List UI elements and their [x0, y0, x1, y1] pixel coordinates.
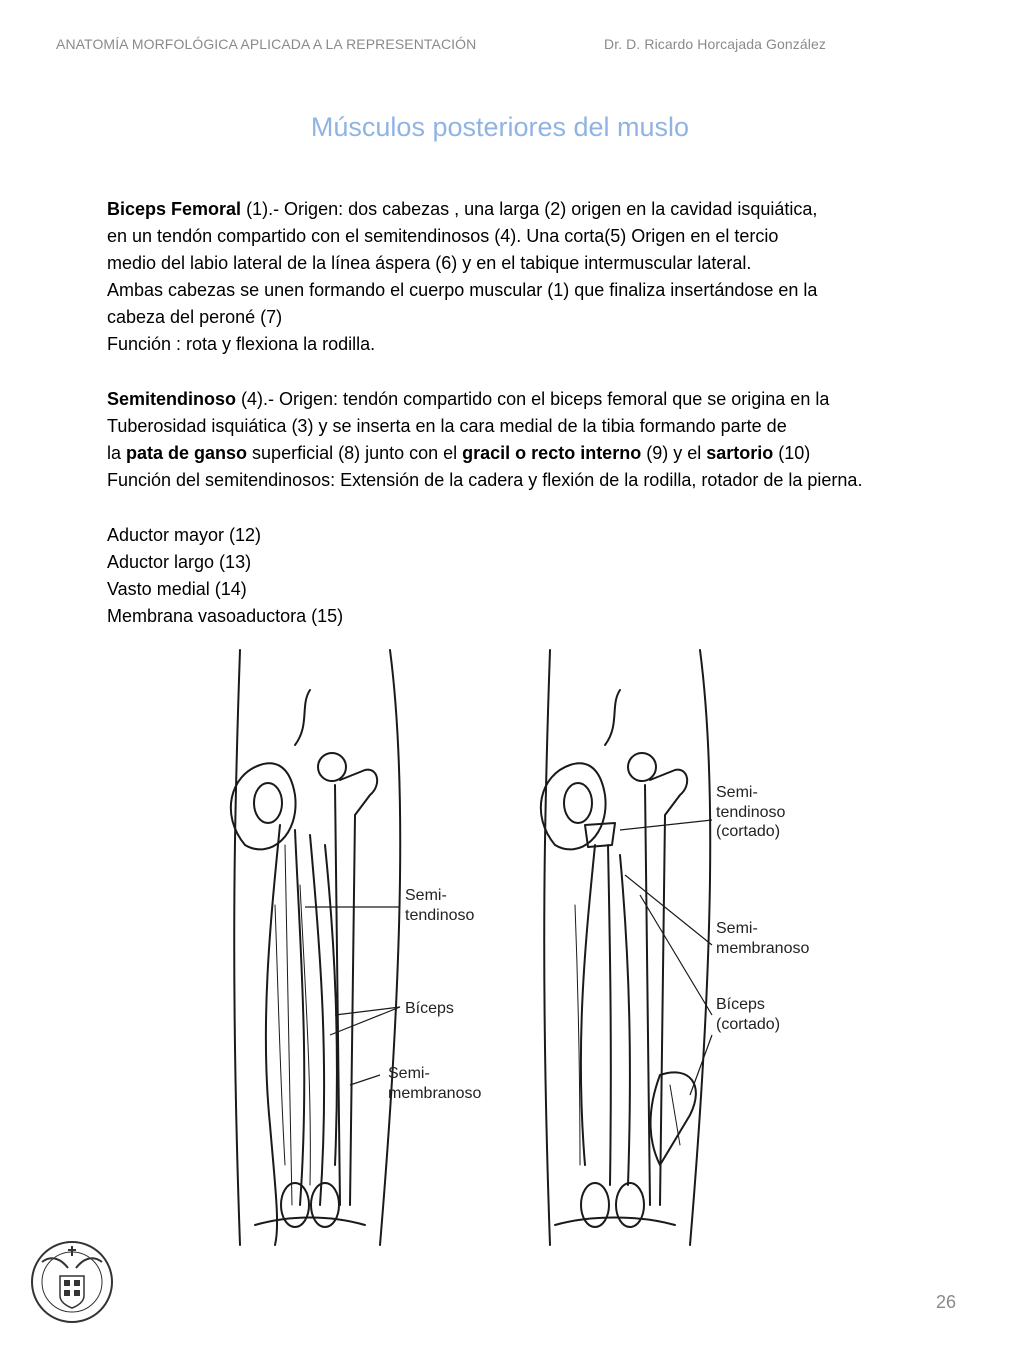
anatomy-figure	[200, 645, 840, 1255]
right-semitendinoso-label-1: Semi-	[716, 784, 758, 801]
list-item: Aductor mayor (12)	[107, 525, 262, 545]
semi-line-1-text: (4).- Origen: tendón compartido con el biceps femoral que se origina en la	[236, 389, 830, 409]
semitendinoso-paragraph	[107, 386, 862, 494]
header-course: ANATOMÍA MORFOLÓGICA APLICADA A LA REPRESENTACIÓN	[56, 36, 477, 52]
list-item: Aductor largo (13)	[107, 552, 252, 572]
right-semitendinoso-label-2: tendinoso	[716, 804, 786, 821]
left-semitendinoso-label-1: Semi-	[405, 887, 447, 904]
semitendinoso-term: Semitendinoso	[107, 389, 237, 409]
right-semimembranoso-label-2: membranoso	[716, 940, 810, 957]
page-title: Músculos posteriores del muslo	[310, 112, 690, 142]
left-biceps-label: Bíceps	[405, 1000, 454, 1017]
biceps-paragraph	[107, 196, 817, 358]
right-thigh-illustration	[541, 650, 710, 1245]
right-biceps-label-2: (cortado)	[716, 1016, 781, 1033]
semi-line-3-d: (9) y el	[641, 443, 707, 463]
pata-de-ganso-term: pata de ganso	[126, 443, 248, 463]
semi-line-2: Tuberosidad isquiática (3) y se inserta en la cara medial de la tibia formando parte de	[107, 416, 787, 436]
list-item: Membrana vasoaductora (15)	[107, 606, 344, 626]
semi-line-3-c: superficial (8) junto con el	[247, 443, 463, 463]
header-author: Dr. D. Ricardo Horcajada González	[604, 36, 826, 52]
semi-line-3	[107, 440, 862, 467]
left-semimembranoso-label-1: Semi-	[388, 1065, 430, 1082]
left-semimembranoso-label-2: membranoso	[388, 1085, 482, 1102]
gracil-term: gracil o recto interno	[462, 443, 642, 463]
page-number: 26	[936, 1292, 957, 1312]
list-item: Vasto medial (14)	[107, 579, 247, 599]
biceps-line-4: Ambas cabezas se unen formando el cuerpo muscular (1) que finaliza insertándose en la	[107, 280, 818, 300]
right-semitendinoso-label-3: (cortado)	[716, 823, 781, 840]
right-semimembranoso-label-1: Semi-	[716, 920, 758, 937]
semi-line-1	[107, 386, 862, 413]
biceps-line-1-text: (1).- Origen: dos cabezas , una larga (2) origen en la cavidad isquiática,	[241, 199, 818, 219]
semi-line-3-e: (10)	[773, 443, 811, 463]
biceps-line-6: Función : rota y flexiona la rodilla.	[107, 334, 376, 354]
left-thigh-illustration	[231, 650, 400, 1245]
university-seal-icon	[28, 1232, 116, 1332]
biceps-line-2: en un tendón compartido con el semitendinosos (4). Una corta(5) Origen en el tercio	[107, 226, 779, 246]
biceps-line-5: cabeza del peroné (7)	[107, 307, 283, 327]
semi-line-3-a: la	[107, 443, 127, 463]
biceps-line-3: medio del labio lateral de la línea áspera (6) y en el tabique intermuscular lateral.	[107, 253, 752, 273]
other-muscles-list	[107, 522, 343, 630]
semi-line-4: Función del semitendinosos: Extensión de la cadera y flexión de la rodilla, rotador de la pierna.	[107, 470, 863, 490]
biceps-line-1	[107, 196, 817, 223]
left-semitendinoso-label-2: tendinoso	[405, 907, 475, 924]
sartorio-term: sartorio	[706, 443, 774, 463]
right-biceps-label-1: Bíceps	[716, 996, 765, 1013]
biceps-term: Biceps Femoral	[107, 199, 242, 219]
